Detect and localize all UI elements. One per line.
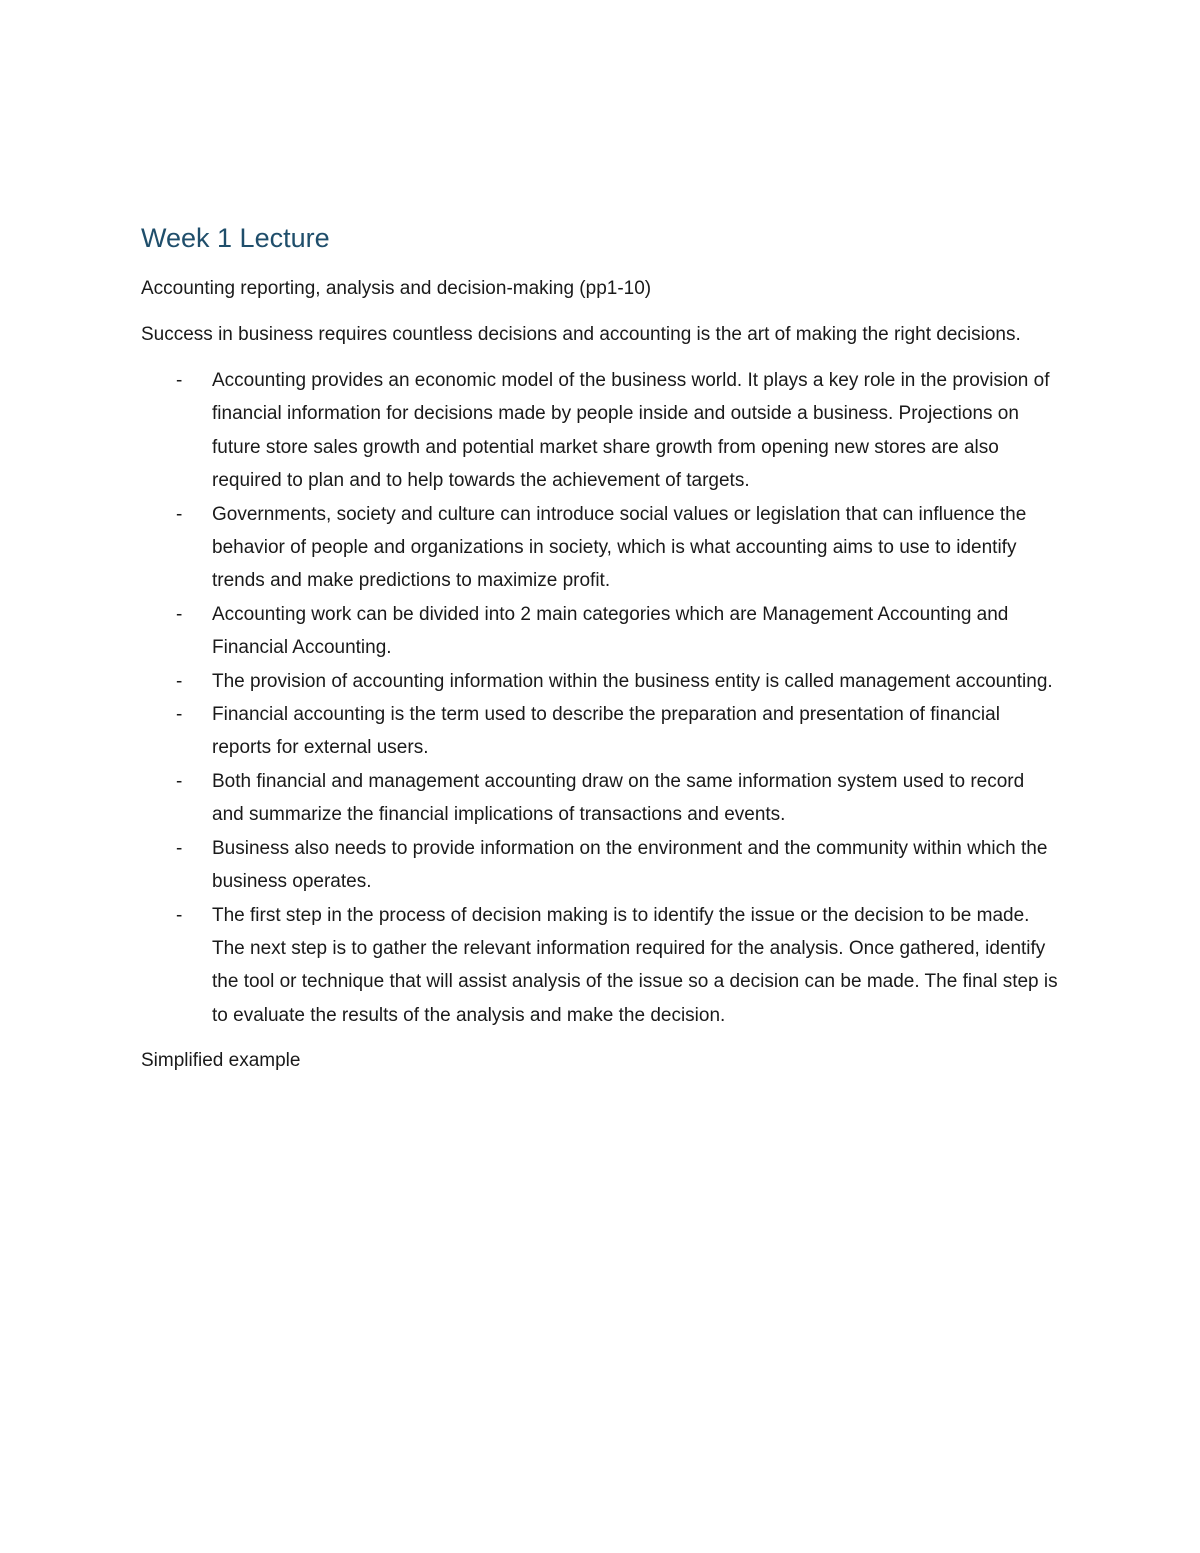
list-item xyxy=(141,765,1061,832)
bullet-dash: - xyxy=(176,670,183,692)
closing-line: Simplified example xyxy=(141,1050,301,1072)
list-item xyxy=(141,665,1061,698)
intro-paragraph: Success in business requires countless decisions and accounting is the art of making the right decisions. xyxy=(141,324,1021,345)
list-item-text: Accounting provides an economic model of the business world. It plays a key role in the provision of financial information for decisions made by people inside and outside a business. Projections on future store sales growth and potential market share growth from opening new stores are also required to plan and to help towards the achievement of targets. xyxy=(212,370,1050,492)
bullet-dash: - xyxy=(176,770,183,792)
bullet-dash: - xyxy=(176,704,183,726)
list-item xyxy=(141,364,1061,498)
list-item-text: The first step in the process of decision making is to identify the issue or the decision to be made. The next step is to gather the relevant information required for the analysis. Once gathered, identify the tool or technique that will assist analysis of the issue so a decision can be made. The final step is to evaluate the results of the analysis and make the decision. xyxy=(212,904,1058,1026)
bullet-dash: - xyxy=(176,837,183,859)
list-item xyxy=(141,598,1061,665)
list-item xyxy=(141,698,1061,765)
lecture-subtitle: Accounting reporting, analysis and decision-making (pp1-10) xyxy=(141,278,652,299)
list-item-text: Accounting work can be divided into 2 main categories which are Management Accounting and Financial Accounting. xyxy=(212,603,1009,659)
list-item-text: Both financial and management accounting draw on the same information system used to record and summarize the financial implications of transactions and events. xyxy=(212,770,1025,826)
bullet-dash: - xyxy=(176,603,183,625)
list-item-text: Governments, society and culture can introduce social values or legislation that can influence the behavior of people and organizations in society, which is what accounting aims to use to identify trends and make predictions to maximize profit. xyxy=(212,503,1027,592)
bullet-list xyxy=(141,364,1061,1032)
page-title: Week 1 Lecture xyxy=(141,223,330,253)
document-page xyxy=(141,220,1061,1078)
list-item-text: Financial accounting is the term used to describe the preparation and presentation of financial reports for external users. xyxy=(212,704,1000,759)
list-item-text: The provision of accounting information within the business entity is called management accounting. xyxy=(212,670,1053,692)
list-item xyxy=(141,832,1061,899)
bullet-dash: - xyxy=(176,370,183,391)
list-item xyxy=(141,899,1061,1033)
bullet-dash: - xyxy=(176,904,183,926)
list-item-text: Business also needs to provide information on the environment and the community within which the business operates. xyxy=(212,837,1048,893)
bullet-dash: - xyxy=(176,503,183,525)
list-item xyxy=(141,498,1061,598)
